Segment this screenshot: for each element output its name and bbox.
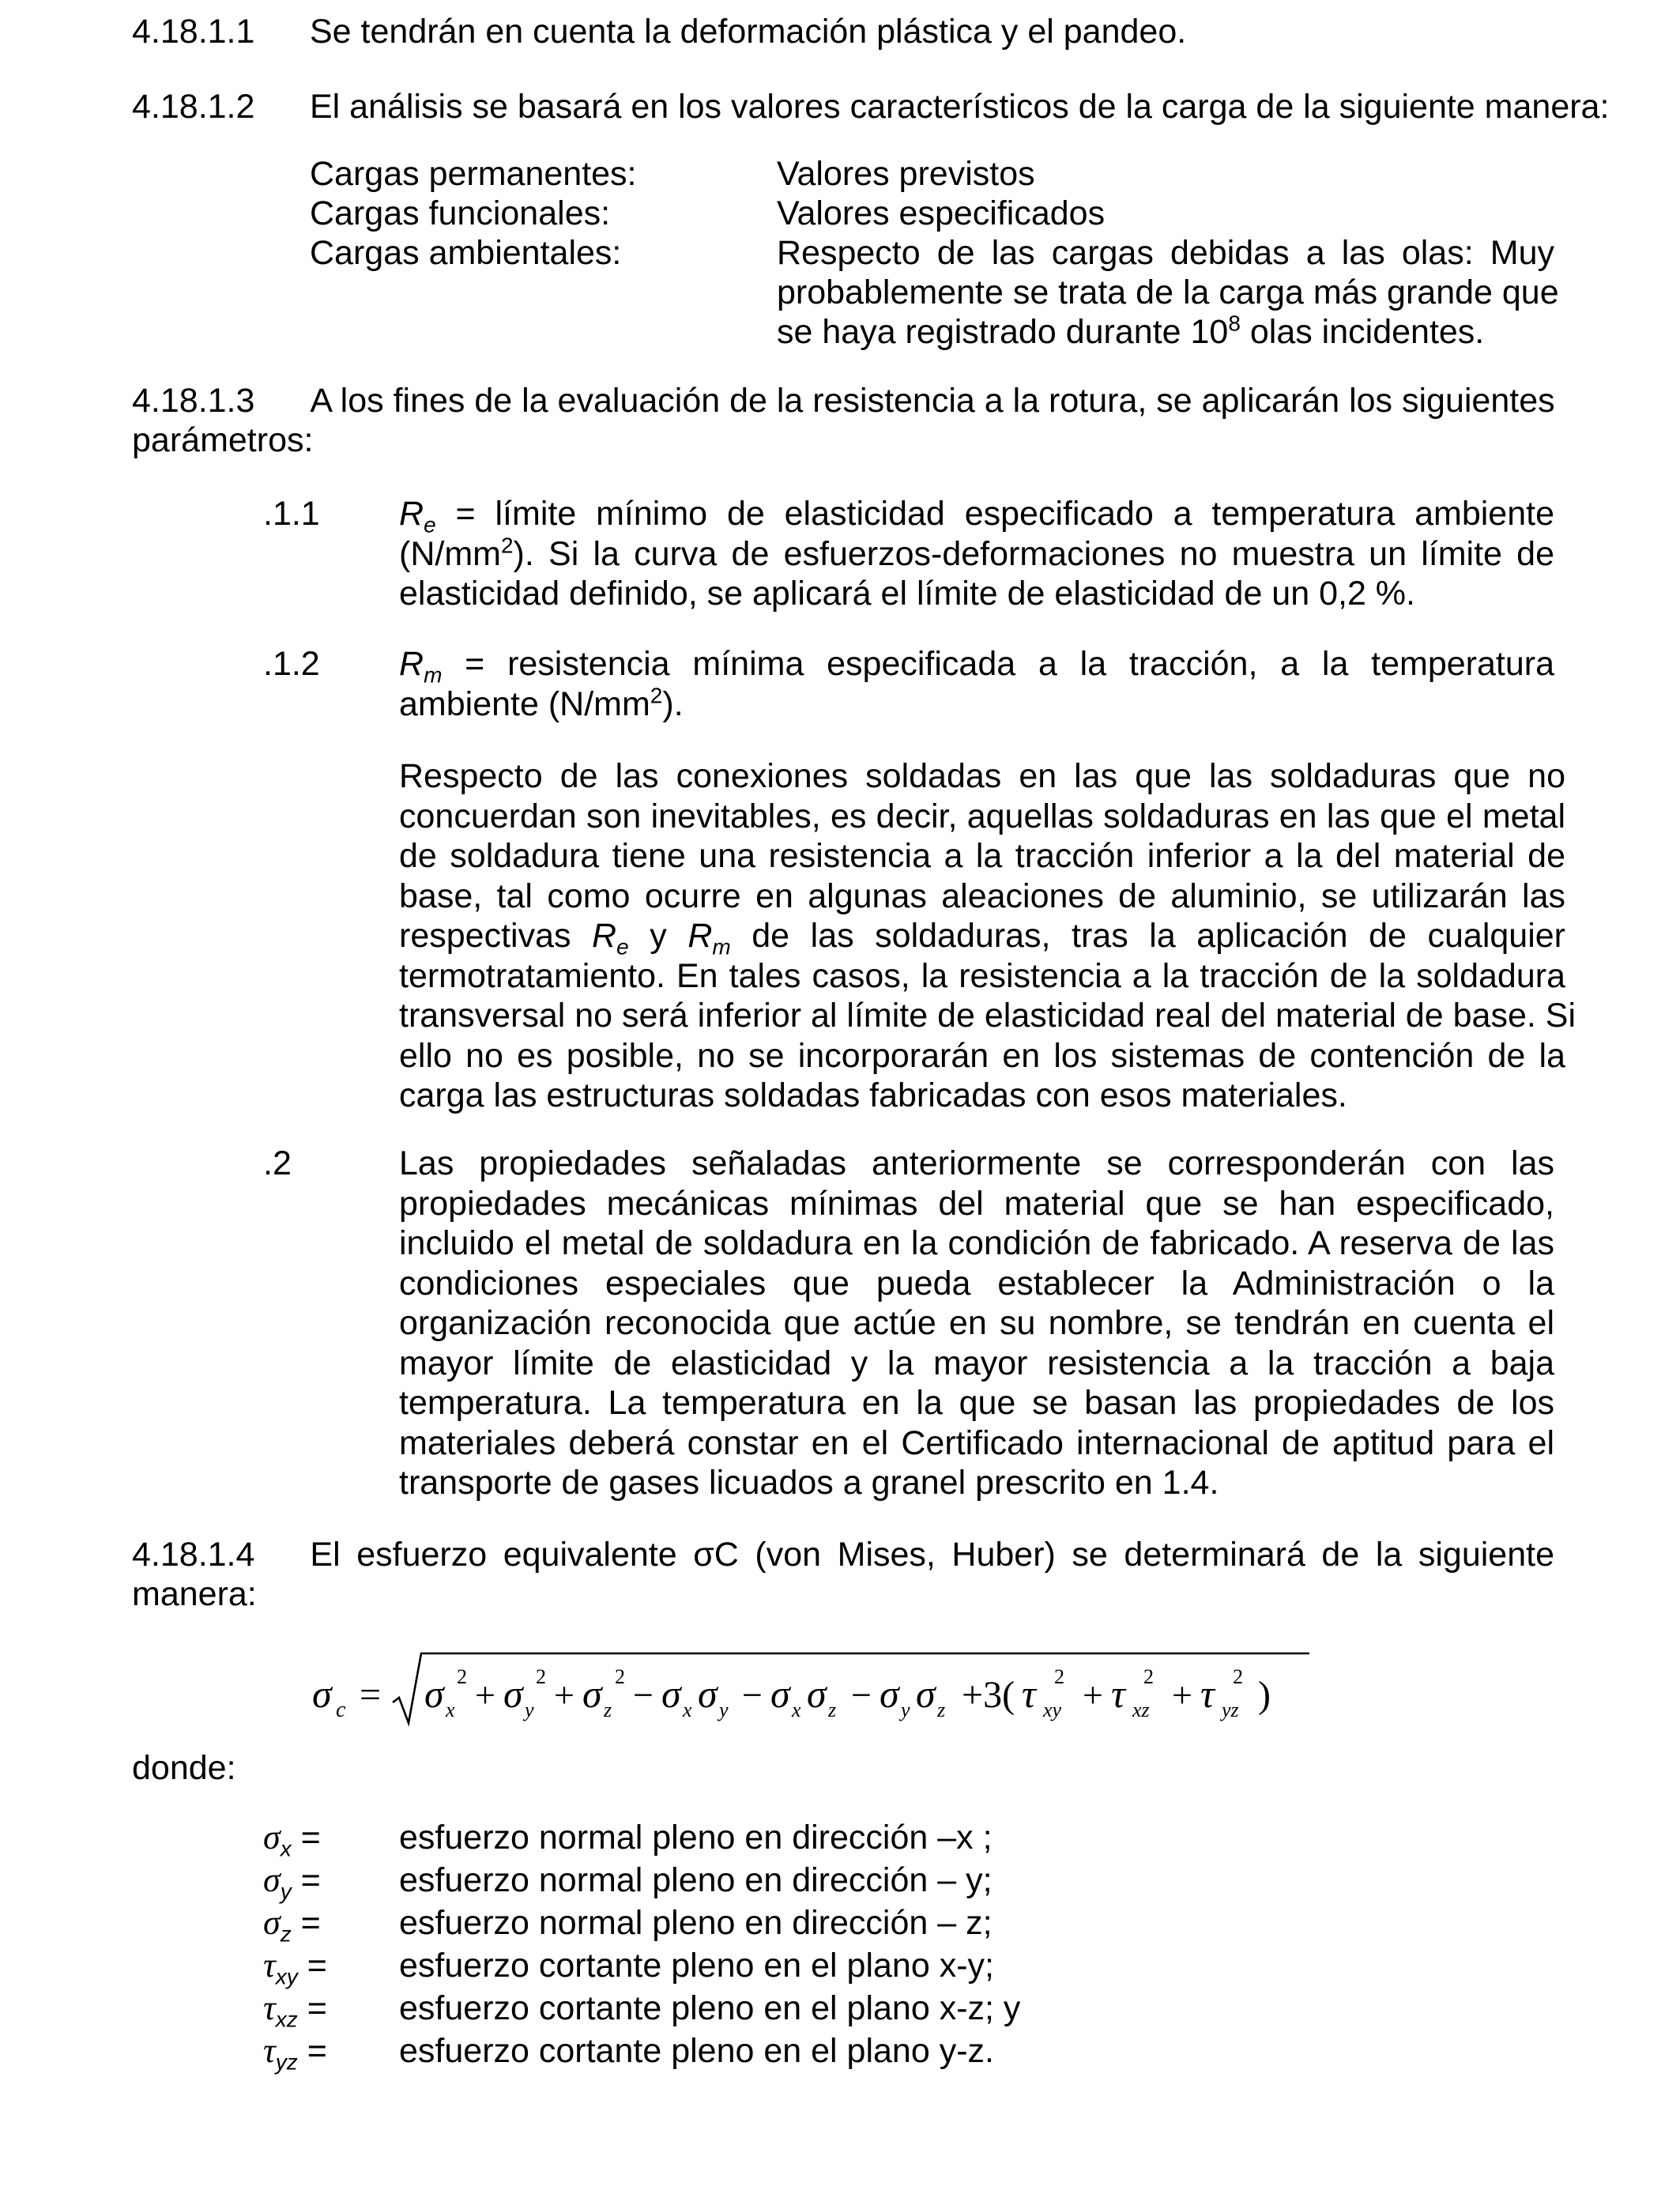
formula-symbol: σ bbox=[424, 1672, 444, 1716]
formula-subscript: xz bbox=[1132, 1698, 1150, 1721]
text-fragment: ). Si la curva de esfuerzos-deformaciones no muestra un límite de bbox=[513, 534, 1554, 573]
subscript: e bbox=[616, 934, 629, 959]
donde-label: donde: bbox=[132, 1749, 236, 1787]
formula-symbol: σ bbox=[770, 1672, 790, 1716]
text-line bbox=[399, 644, 1554, 688]
load-value: Valores previstos bbox=[777, 155, 1035, 193]
text-line: Respecto de las cargas debidas a las olas: Muy bbox=[777, 234, 1554, 272]
formula-superscript: 2 bbox=[457, 1665, 467, 1688]
section-text: A los fines de la evaluación de la resistencia a la rotura, se aplicarán los siguientes bbox=[310, 382, 1555, 420]
formula-symbol: τ bbox=[1111, 1672, 1125, 1716]
item-paragraph bbox=[399, 494, 1554, 614]
formula-operator: + bbox=[554, 1675, 574, 1715]
text-line bbox=[132, 381, 1554, 420]
formula-lhs: σ bbox=[312, 1672, 332, 1716]
text-fragment: respectivas bbox=[399, 917, 593, 955]
text-fragment: de las soldaduras, tras la aplicación de cualquier bbox=[730, 917, 1565, 955]
formula-symbol: σ bbox=[503, 1672, 523, 1716]
text-line: incluido el metal de soldadura en la condición de fabricado. A reserva de las bbox=[399, 1224, 1554, 1262]
formula-superscript: 2 bbox=[1143, 1665, 1154, 1688]
subscript: m bbox=[712, 934, 731, 959]
text-line: concuerdan son inevitables, es decir, aquellas soldaduras en las que el metal bbox=[399, 797, 1565, 835]
symbol: R bbox=[399, 495, 424, 533]
text-line: propiedades mecánicas mínimas del material que se han especificado, bbox=[399, 1184, 1554, 1223]
text-line: de soldadura tiene una resistencia a la tracción inferior a la del material de bbox=[399, 837, 1565, 875]
definition-text: esfuerzo cortante pleno en el plano x-y; bbox=[399, 1947, 994, 1985]
subscript: xy bbox=[275, 1964, 298, 1989]
section-number: 4.18.1.2 bbox=[132, 88, 255, 126]
formula-lhs-sub: c bbox=[336, 1698, 346, 1722]
definition-symbol bbox=[263, 1860, 321, 1904]
section-text: Se tendrán en cuenta la deformación plástica y el pandeo. bbox=[310, 13, 1187, 51]
symbol: R bbox=[687, 917, 713, 955]
text-line: Respecto de las conexiones soldadas en las que las soldaduras que no bbox=[399, 757, 1565, 795]
definition-text: esfuerzo cortante pleno en el plano y-z. bbox=[399, 2032, 994, 2070]
formula-superscript: 2 bbox=[536, 1665, 546, 1688]
text-fragment: y bbox=[628, 917, 688, 955]
text-fragment: se haya registrado durante 10 bbox=[777, 313, 1229, 351]
text-fragment: ambiente (N/mm bbox=[399, 684, 650, 723]
formula-subscript: z bbox=[604, 1698, 612, 1721]
superscript: 2 bbox=[500, 533, 514, 558]
superscript: 2 bbox=[650, 683, 663, 708]
subscript: m bbox=[424, 662, 443, 688]
formula-symbol: σ bbox=[698, 1672, 718, 1716]
text-line bbox=[399, 684, 1554, 725]
equals: = bbox=[291, 1861, 321, 1899]
formula-operator: + bbox=[1083, 1675, 1103, 1715]
text-line: transversal no será inferior al límite de elasticidad real del material de base. Si bbox=[399, 997, 1576, 1035]
formula-subscript: y bbox=[901, 1698, 910, 1721]
text-fragment: (N/mm bbox=[399, 534, 501, 573]
formula-symbol: σ bbox=[661, 1672, 681, 1716]
item-paragraph bbox=[399, 1144, 1554, 1503]
definition-text: esfuerzo normal pleno en dirección – y; bbox=[399, 1861, 993, 1899]
subscript: yz bbox=[275, 2049, 298, 2075]
text-line: ello no es posible, no se incorporarán en los sistemas de contención de la bbox=[399, 1036, 1565, 1075]
section-paragraph bbox=[132, 1535, 1554, 1614]
formula-symbol: τ bbox=[1022, 1672, 1036, 1716]
formula-symbol: σ bbox=[582, 1672, 602, 1716]
symbol: R bbox=[399, 645, 424, 683]
formula-paren-open: +3( bbox=[962, 1674, 1015, 1716]
formula-operator: + bbox=[475, 1675, 495, 1715]
formula-subscript: x bbox=[792, 1698, 801, 1721]
item-number: .1.1 bbox=[263, 495, 320, 533]
formula-symbol: τ bbox=[1200, 1672, 1215, 1716]
formula-terms bbox=[424, 1665, 1271, 1721]
subscript: y bbox=[280, 1879, 292, 1904]
formula-subscript: y bbox=[719, 1698, 729, 1721]
symbol: τ bbox=[263, 2031, 276, 2070]
formula-symbol: σ bbox=[880, 1672, 899, 1716]
text-line: parámetros: bbox=[132, 421, 314, 459]
symbol: τ bbox=[263, 1946, 276, 1985]
load-value-paragraph bbox=[777, 233, 1559, 352]
text-line: probablemente se trata de la carga más grande que bbox=[777, 273, 1559, 311]
equals: = bbox=[297, 1947, 327, 1985]
text-line: mayor límite de elasticidad y la mayor resistencia a la tracción a baja bbox=[399, 1344, 1554, 1382]
formula-operator: − bbox=[742, 1675, 763, 1715]
item-number: .2 bbox=[263, 1144, 292, 1182]
subscript: x bbox=[280, 1836, 292, 1861]
definition-symbol bbox=[263, 1989, 327, 2032]
item-paragraph bbox=[399, 644, 1554, 724]
symbol: τ bbox=[263, 1989, 276, 2027]
formula-superscript: 2 bbox=[615, 1665, 625, 1688]
definition-text: esfuerzo normal pleno en dirección –x ; bbox=[399, 1819, 993, 1857]
symbol: σ bbox=[263, 1818, 281, 1857]
equals: = bbox=[297, 1989, 327, 2027]
formula-subscript: x bbox=[446, 1698, 455, 1721]
text-fragment: = resistencia mínima especificada a la tracción, a la temperatura bbox=[442, 645, 1554, 683]
text-line: carga las estructuras soldadas fabricadas con esos materiales. bbox=[399, 1076, 1347, 1114]
definition-symbol bbox=[263, 2031, 327, 2075]
load-label: Cargas ambientales: bbox=[310, 234, 622, 272]
subscript: z bbox=[280, 1921, 292, 1947]
load-label: Cargas funcionales: bbox=[310, 194, 611, 232]
text-line: termotratamiento. En tales casos, la resistencia a la tracción de la soldadura bbox=[399, 956, 1565, 995]
definition-symbol bbox=[263, 1818, 321, 1861]
subscript: e bbox=[424, 512, 436, 537]
load-value: Valores especificados bbox=[777, 194, 1106, 232]
formula-symbol: σ bbox=[916, 1672, 936, 1716]
text-line: manera: bbox=[132, 1575, 257, 1613]
von-mises-formula bbox=[312, 1644, 1324, 1731]
text-fragment: olas incidentes. bbox=[1240, 313, 1485, 351]
definition-symbol bbox=[263, 1903, 321, 1947]
symbol: σ bbox=[263, 1860, 281, 1899]
text-line: base, tal como ocurre en algunas aleaciones de aluminio, se utilizarán las bbox=[399, 876, 1565, 915]
formula-subscript: z bbox=[937, 1698, 946, 1721]
text-line: temperatura. La temperatura en la que se basan las propiedades de los bbox=[399, 1384, 1554, 1422]
formula-symbol: σ bbox=[807, 1672, 827, 1716]
load-label: Cargas permanentes: bbox=[310, 155, 637, 193]
formula-subscript: xy bbox=[1043, 1698, 1062, 1721]
text-line bbox=[399, 534, 1554, 575]
formula-operator: + bbox=[1172, 1675, 1192, 1715]
section-number: 4.18.1.3 bbox=[132, 382, 255, 420]
formula-superscript: 2 bbox=[1233, 1665, 1243, 1688]
text-line bbox=[399, 916, 1565, 959]
equals: = bbox=[291, 1819, 321, 1857]
formula-subscript: z bbox=[828, 1698, 837, 1721]
formula-paren-close: ) bbox=[1258, 1674, 1271, 1716]
subscript: xz bbox=[275, 2007, 298, 2032]
section-text: El análisis se basará en los valores característicos de la carga de la siguiente manera: bbox=[310, 88, 1610, 126]
formula-subscript: y bbox=[525, 1698, 534, 1721]
text-line bbox=[777, 312, 1554, 352]
definition-symbol bbox=[263, 1946, 327, 1989]
section-number: 4.18.1.4 bbox=[132, 1536, 255, 1574]
definition-text: esfuerzo cortante pleno en el plano x-z; y bbox=[399, 1989, 1021, 2027]
formula-operator: − bbox=[633, 1675, 654, 1715]
text-line bbox=[399, 494, 1554, 537]
formula-subscript: x bbox=[683, 1698, 692, 1721]
section-text: El esfuerzo equivalente σC (von Mises, Huber) se determinará de la siguiente bbox=[310, 1536, 1554, 1574]
text-line: Las propiedades señaladas anteriormente se corresponderán con las bbox=[399, 1144, 1554, 1182]
definition-text: esfuerzo normal pleno en dirección – z; bbox=[399, 1904, 993, 1942]
symbol: R bbox=[592, 917, 617, 955]
formula-superscript: 2 bbox=[1054, 1665, 1064, 1688]
text-fragment: = límite mínimo de elasticidad especificado a temperatura ambiente bbox=[435, 495, 1554, 533]
equals: = bbox=[297, 2032, 327, 2070]
text-line: materiales deberá constar en el Certificado internacional de aptitud para el bbox=[399, 1423, 1554, 1462]
superscript: 8 bbox=[1228, 311, 1241, 336]
text-line: condiciones especiales que pueda establecer la Administración o la bbox=[399, 1264, 1554, 1302]
formula-subscript: yz bbox=[1222, 1698, 1239, 1721]
text-line bbox=[132, 1535, 1554, 1574]
formula-equals: = bbox=[360, 1674, 382, 1716]
text-line: organización reconocida que actúe en su nombre, se tendrán en cuenta el bbox=[399, 1304, 1554, 1342]
formula-operator: − bbox=[851, 1675, 872, 1715]
text-line: transporte de gases licuados a granel prescrito en 1.4. bbox=[399, 1464, 1219, 1502]
item-paragraph bbox=[399, 756, 1576, 1116]
section-paragraph bbox=[132, 381, 1554, 460]
symbol: σ bbox=[263, 1903, 281, 1942]
text-line: elasticidad definido, se aplicará el límite de elasticidad de un 0,2 %. bbox=[399, 575, 1415, 613]
item-number: .1.2 bbox=[263, 645, 320, 683]
text-fragment: ). bbox=[662, 684, 684, 723]
equals: = bbox=[291, 1904, 321, 1942]
section-number: 4.18.1.1 bbox=[132, 13, 255, 51]
